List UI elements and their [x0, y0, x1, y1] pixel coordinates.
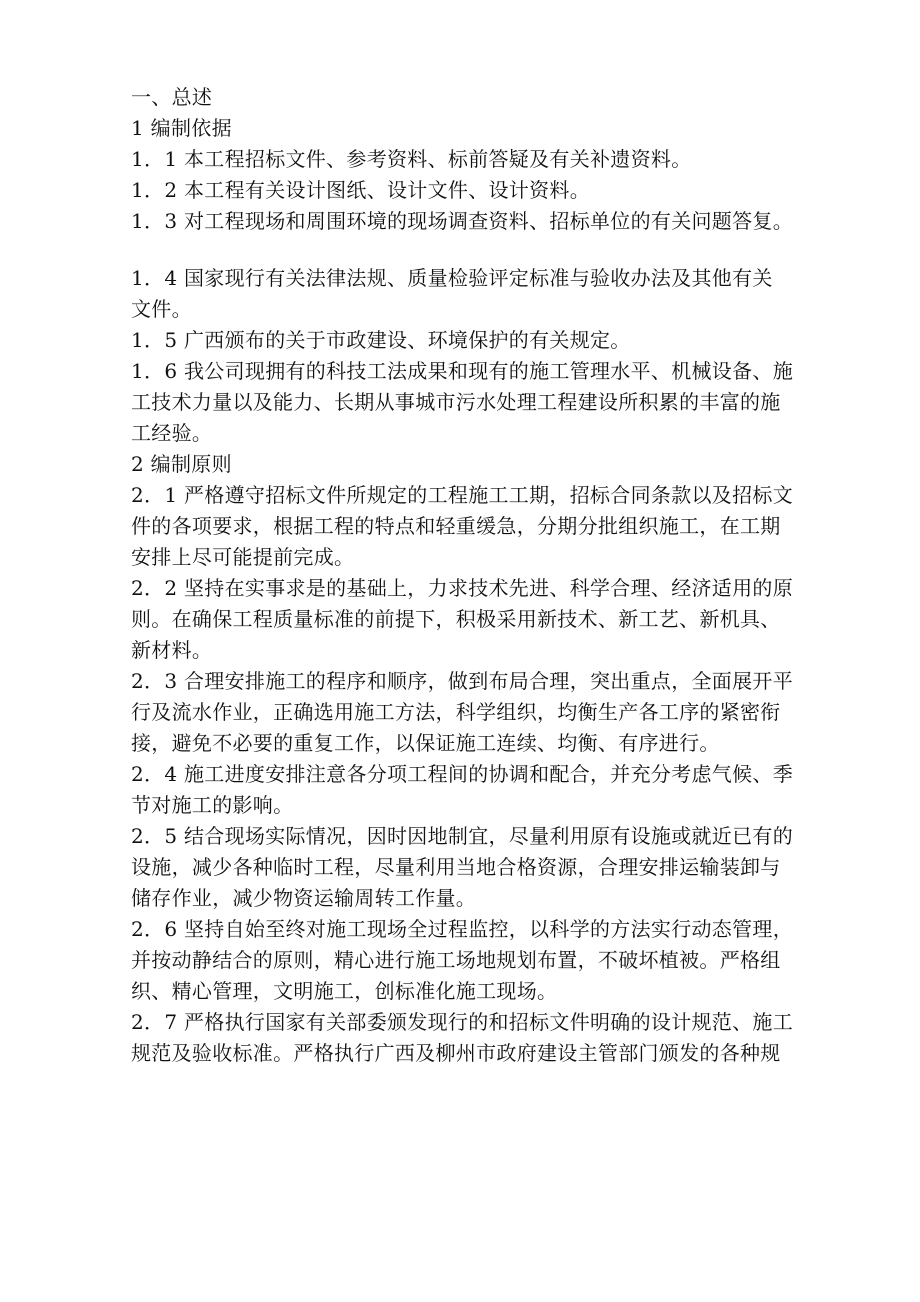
text-line: 织、精心管理，文明施工，创标准化施工现场。 — [131, 979, 558, 1003]
text-line: 接，避免不必要的重复工作，以保证施工连续、均衡、有序进行。 — [131, 731, 720, 755]
text-line: 2．2 坚持在实事求是的基础上，力求技术先进、科学合理、经济适用的原 — [131, 576, 794, 600]
text-line: 2．7 严格执行国家有关部委颁发现行的和招标文件明确的设计规范、施工 — [131, 1010, 794, 1034]
text-line: 文件。 — [131, 297, 192, 321]
text-line: 工经验。 — [131, 421, 213, 445]
text-line: 1．1 本工程招标文件、参考资料、标前答疑及有关补遗资料。 — [131, 147, 692, 171]
text-line: 2．1 严格遵守招标文件所规定的工程施工工期，招标合同条款以及招标文 — [131, 483, 794, 507]
text-line: 设施，减少各种临时工程，尽量利用当地合格资源，合理安排运输装卸与 — [131, 855, 781, 879]
text-line: 储存作业，减少物资运输周转工作量。 — [131, 886, 477, 910]
text-line: 件的各项要求，根据工程的特点和轻重缓急，分期分批组织施工，在工期 — [131, 514, 781, 538]
text-line: 1．5 广西颁布的关于市政建设、环境保护的有关规定。 — [131, 328, 631, 352]
document-body — [131, 82, 831, 1069]
text-line: 1．6 我公司现拥有的科技工法成果和现有的施工管理水平、机械设备、施 — [131, 359, 794, 383]
subsection-heading: 2 编制原则 — [131, 452, 232, 476]
text-line: 1．3 对工程现场和周围环境的现场调查资料、招标单位的有关问题答复。 — [131, 209, 794, 233]
text-line: 新材料。 — [131, 638, 213, 662]
text-line: 1．4 国家现行有关法律法规、质量检验评定标准与验收办法及其他有关 — [131, 266, 773, 290]
text-line: 并按动静结合的原则，精心进行施工场地规划布置，不破坏植被。严格组 — [131, 948, 781, 972]
text-line: 行及流水作业，正确选用施工方法，科学组织，均衡生产各工序的紧密衔 — [131, 700, 781, 724]
section-title: 一、总述 — [131, 85, 213, 109]
text-line: 2．5 结合现场实际情况，因时因地制宜，尽量利用原有设施或就近已有的 — [131, 824, 794, 848]
subsection-heading: 1 编制依据 — [131, 116, 232, 140]
paragraph-gap — [131, 237, 831, 263]
text-line: 2．3 合理安排施工的程序和顺序，做到布局合理，突出重点，全面展开平 — [131, 669, 794, 693]
text-line: 1．2 本工程有关设计图纸、设计文件、设计资料。 — [131, 178, 591, 202]
text-line: 节对施工的影响。 — [131, 793, 294, 817]
text-line: 则。在确保工程质量标准的前提下，积极采用新技术、新工艺、新机具、 — [131, 607, 781, 631]
text-line: 2．6 坚持自始至终对施工现场全过程监控，以科学的方法实行动态管理， — [131, 917, 794, 941]
text-line: 规范及验收标准。严格执行广西及柳州市政府建设主管部门颁发的各种规 — [131, 1041, 781, 1065]
text-line: 工技术力量以及能力、长期从事城市污水处理工程建设所积累的丰富的施 — [131, 390, 781, 414]
text-line: 安排上尽可能提前完成。 — [131, 545, 355, 569]
text-line: 2．4 施工进度安排注意各分项工程间的协调和配合，并充分考虑气候、季 — [131, 762, 794, 786]
